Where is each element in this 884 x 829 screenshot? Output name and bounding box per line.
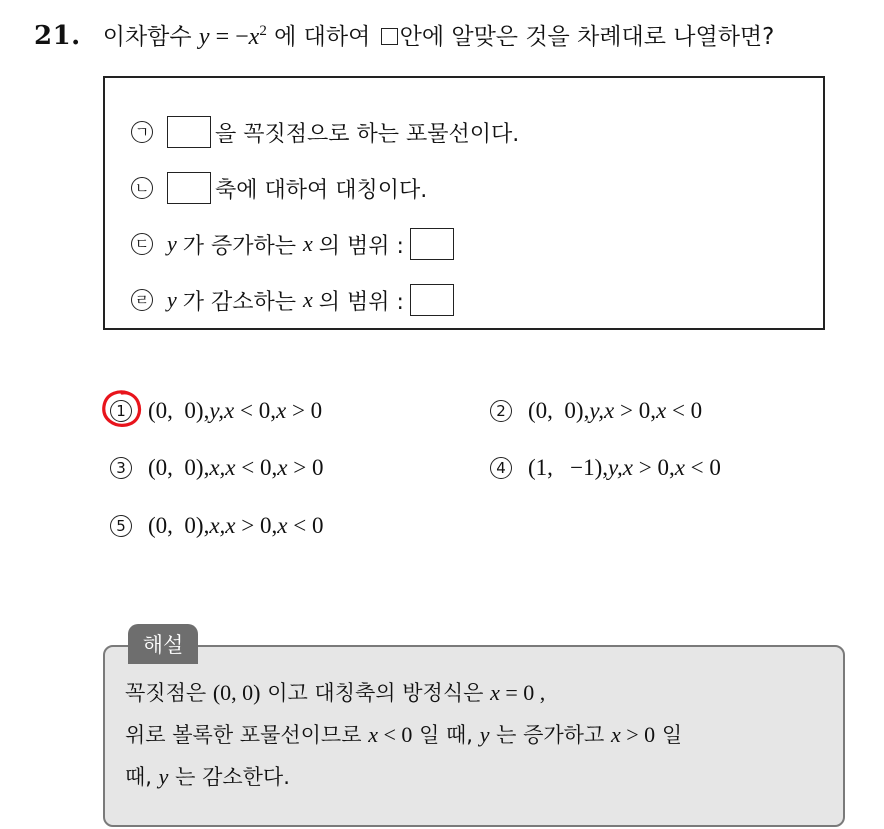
condition-item: ㄴ 축에 대하여 대칭이다. <box>131 172 427 204</box>
answer-blank <box>167 172 211 204</box>
condition-item: ㄱ 을 꼭짓점으로 하는 포물선이다. <box>131 116 519 148</box>
choice-number: 2 <box>490 400 512 422</box>
question-header <box>34 18 774 51</box>
circled-letter: ㄱ <box>131 121 153 143</box>
choice-1[interactable]: 1 (0, 0), y, x < 0, x > 0 <box>110 398 322 424</box>
answer-blank <box>167 116 211 148</box>
choice-3[interactable]: 3 (0, 0), x, x < 0, x > 0 <box>110 455 323 481</box>
condition-item: ㄹ y 가 감소하는 x 의 범위 : <box>131 284 454 316</box>
solution-line: 위로 볼록한 포물선이므로 x < 0 일 때, y 는 증가하고 x > 0 일 <box>125 722 683 747</box>
question-number: 21. <box>34 21 81 51</box>
question-text: 이차함수 $y = -x^2$ 에 대하여 안에 알맞은 것을 차례대로 나열하면? <box>102 23 775 50</box>
choice-2[interactable]: 2 (0, 0), y, x > 0, x < 0 <box>490 398 702 424</box>
choice-number: 5 <box>110 515 132 537</box>
choice-number: 4 <box>490 457 512 479</box>
solution-tag: 해설 <box>128 624 198 664</box>
choice-5[interactable]: 5 (0, 0), x, x > 0, x < 0 <box>110 513 323 539</box>
choice-number: 3 <box>110 457 132 479</box>
blank-box-icon <box>381 28 398 45</box>
solution-line: 때, y 는 감소한다. <box>125 764 290 789</box>
circled-letter: ㄹ <box>131 289 153 311</box>
choice-4[interactable]: 4 (1, −1), y, x > 0, x < 0 <box>490 455 721 481</box>
circled-letter: ㄴ <box>131 177 153 199</box>
circled-letter: ㄷ <box>131 233 153 255</box>
solution-line: 꼭짓점은 (0, 0) 이고 대칭축의 방정식은 x = 0 , <box>125 680 546 705</box>
answer-blank <box>410 228 454 260</box>
conditions-box <box>103 76 825 330</box>
solution-box <box>103 645 845 827</box>
condition-item: ㄷ y 가 증가하는 x 의 범위 : <box>131 228 454 260</box>
answer-blank <box>410 284 454 316</box>
choice-number: 1 <box>110 400 132 422</box>
